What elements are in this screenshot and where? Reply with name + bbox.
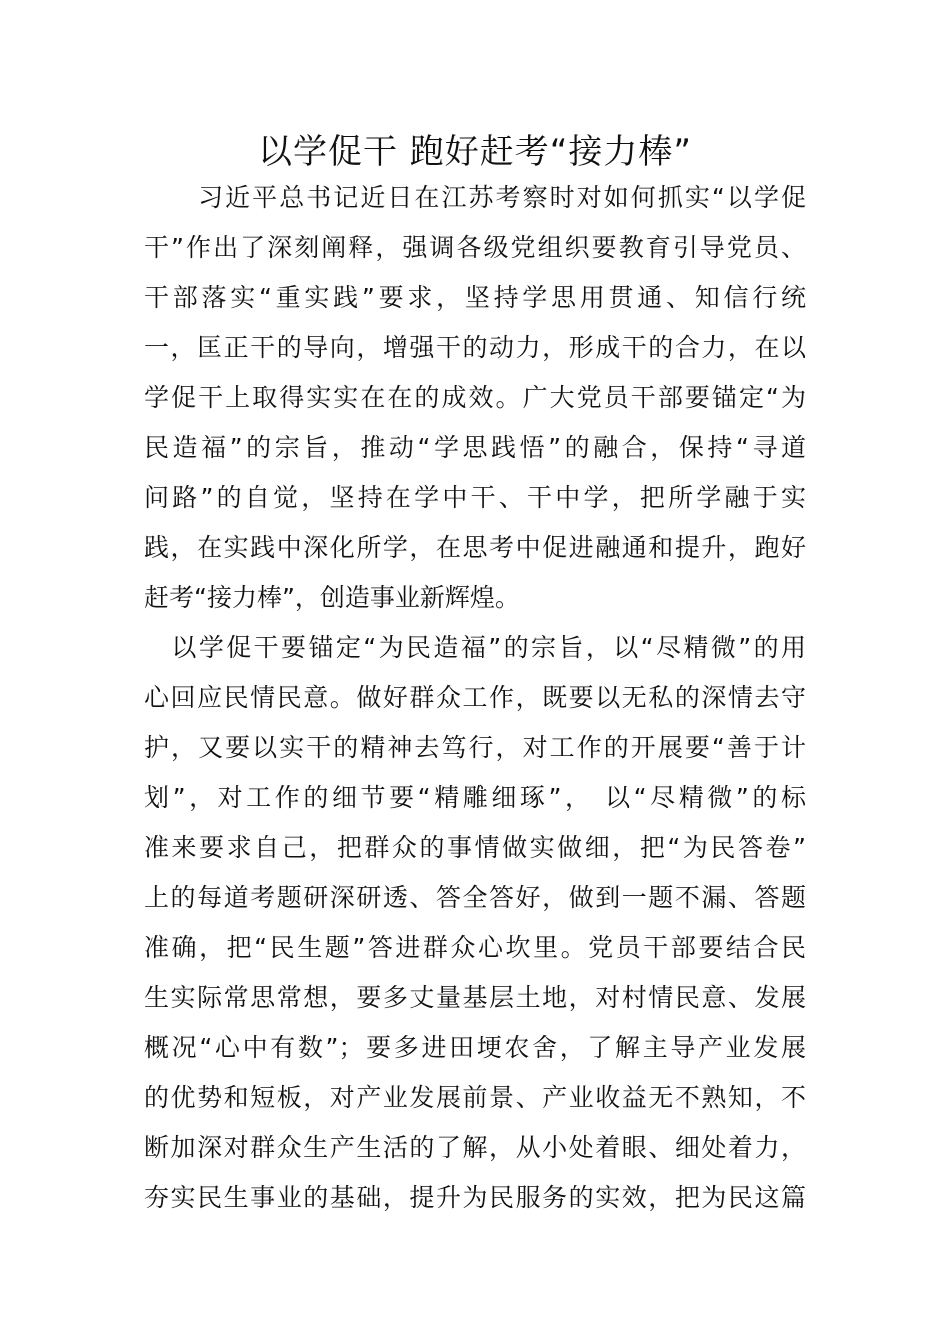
document-title: 以学促干 跑好赶考“接力棒” [257,132,693,172]
paragraph-line: 概况“心中有数”；要多进田埂农舍，了解主导产业发展 [144,1033,806,1062]
paragraph-line: 民造福”的宗旨，推动“学思践悟”的融合，保持“寻道 [144,433,806,462]
paragraph-line: 断加深对群众生产生活的了解，从小处着眼、细处着力， [144,1133,806,1162]
paragraph-line: 以学促干要锚定“为民造福”的宗旨，以“尽精微”的用 [144,633,806,662]
paragraph-line: 学促干上取得实实在在的成效。广大党员干部要锚定“为 [144,383,806,412]
paragraph-line: 干”作出了深刻阐释，强调各级党组织要教育引导党员、 [144,233,806,262]
paragraph-line: 问路”的自觉，坚持在学中干、干中学，把所学融于实 [144,483,806,512]
paragraph-line: 习近平总书记近日在江苏考察时对如何抓实“以学促 [144,183,806,212]
paragraph-line: 一，匡正干的导向，增强干的动力，形成干的合力，在以 [144,333,806,362]
paragraph-line: 夯实民生事业的基础，提升为民服务的实效，把为民这篇 [144,1183,806,1212]
paragraph-line: 赶考“接力棒”，创造事业新辉煌。 [144,583,520,612]
paragraph-line: 护，又要以实干的精神去笃行，对工作的开展要“善于计 [144,733,806,762]
paragraph-line: 心回应民情民意。做好群众工作，既要以无私的深情去守 [144,683,806,712]
paragraph-line: 上的每道考题研深研透、答全答好，做到一题不漏、答题 [144,883,806,912]
paragraph-line: 准来要求自己，把群众的事情做实做细，把“为民答卷” [144,833,806,862]
paragraph-line: 干部落实“重实践”要求，坚持学思用贯通、知信行统 [144,283,806,312]
paragraph-line: 划”，对工作的细节要“精雕细琢”， 以“尽精微”的标 [144,783,806,812]
paragraph-line: 准确，把“民生题”答进群众心坎里。党员干部要结合民 [144,933,806,962]
paragraph-line: 的优势和短板，对产业发展前景、产业收益无不熟知，不 [144,1083,806,1112]
paragraph-line: 践，在实践中深化所学，在思考中促进融通和提升，跑好 [144,533,806,562]
paragraph-line: 生实际常思常想，要多丈量基层土地，对村情民意、发展 [144,983,806,1012]
